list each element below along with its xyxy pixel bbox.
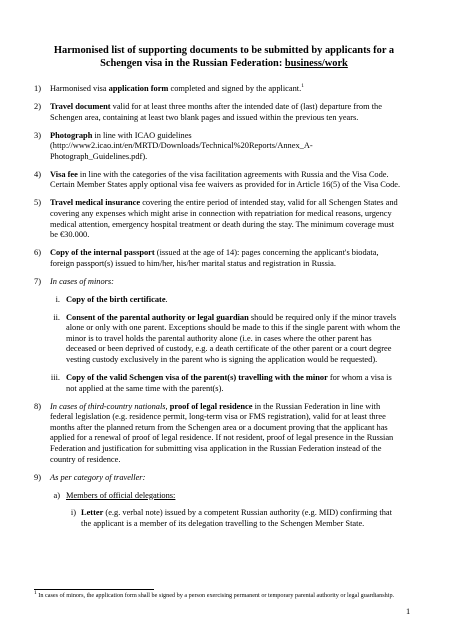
list-item-4: 4) Visa fee in line with the categories of the visa facilitation agreements with Russia and the Visa Code. Certain Member States apply optional visa fee waivers as provided for in Article 16(5) of the Visa Code. — [34, 169, 401, 190]
list-item-9: 9) As per category of traveller: — [34, 472, 146, 482]
list-item-7: 7) In cases of minors: — [34, 276, 114, 286]
category-a: a) Members of official delegations: — [34, 491, 402, 502]
footnote: 1 In cases of minors, the application form shall be signed by a person exercising permanent or temporary parental authority or legal guardianship. — [34, 589, 395, 599]
list-item-1: 1) Harmonised visa application form completed and signed by the applicant.$^1$ — [34, 83, 304, 93]
document-title — [46, 44, 402, 70]
title-line-2: Schengen visa in the Russian Federation: business/work — [100, 58, 348, 69]
title-line-1: Harmonised list of supporting documents to be submitted by applicants for a — [53, 45, 395, 56]
footnote-ref: 1 — [301, 83, 304, 90]
minors-item-2: ii. Consent of the parental authority or legal guardian should be required only if the minor travels alone or only with one parent. Exceptions should be made to this if the single parent with whom the minor is to travel holds the parental authority alone (i.e. in cases where the other parent has deceased or been deprived of custody, e.g. a death certificate of the other parent or a court degree vesting custody exclusively in the parent who is signing the application would be requested). — [53, 312, 401, 364]
list-item-8: 8) In cases of third-country nationals, proof of legal residence in the Russian Federation in line with federal legislation (e.g. residence permit, long-term visa or FMS registration), valid for at least three months after the planned return from the Schengen area or a document proving that the applicant has applied for a renewal of proof of legal residence. If not resident, proof of legal presence in the Russian Federation and justification for submitting visa application in the Russian Federation instead of the country of residence. — [34, 401, 394, 464]
category-a-item-1: i) Letter (e.g. verbal note) issued by a competent Russian authority (e.g. MID) confirming that the applicant is a member of its delegation travelling to the Schengen Member State. — [70, 508, 392, 529]
title-category: business/work — [284, 58, 348, 69]
list-item-3: 3) Photograph in line with ICAO guidelines (http://www2.icao.int/en/MRTD/Downloads/Technical%20Reports/Annex_A-Photograph_Guidelines.pdf). — [34, 130, 313, 161]
page-number: 1 — [406, 607, 411, 616]
minors-item-3: iii. Copy of the valid Schengen visa of the parent(s) travelling with the minor for whom a visa is not applied at the same time with the parent(s). — [50, 372, 392, 393]
list-item-2: 2) Travel document valid for at least three months after the intended date of (last) departure from the Schengen area, containing at least two blank pages and issued within the previous ten years. — [34, 101, 382, 122]
list-item-6: 6) Copy of the internal passport (issued at the age of 14): pages concerning the applicant's biodata, foreign passport(s) issued to him/her, his/her marital status and registration in Russia. — [34, 248, 379, 268]
list-item-5: 5) Travel medical insurance covering the entire period of intended stay, valid for all Schengen States and covering any expenses which might arise in connection with repatriation for medical reasons, urgency medical attention, emergency hospital treatment or death during the stay. The minimum coverage must be €30.000. — [34, 198, 398, 240]
category-a-label: Members of official delegations: — [66, 490, 176, 500]
minors-item-1: i. Copy of the birth certificate. — [55, 294, 168, 304]
footnote-separator — [34, 589, 154, 590]
